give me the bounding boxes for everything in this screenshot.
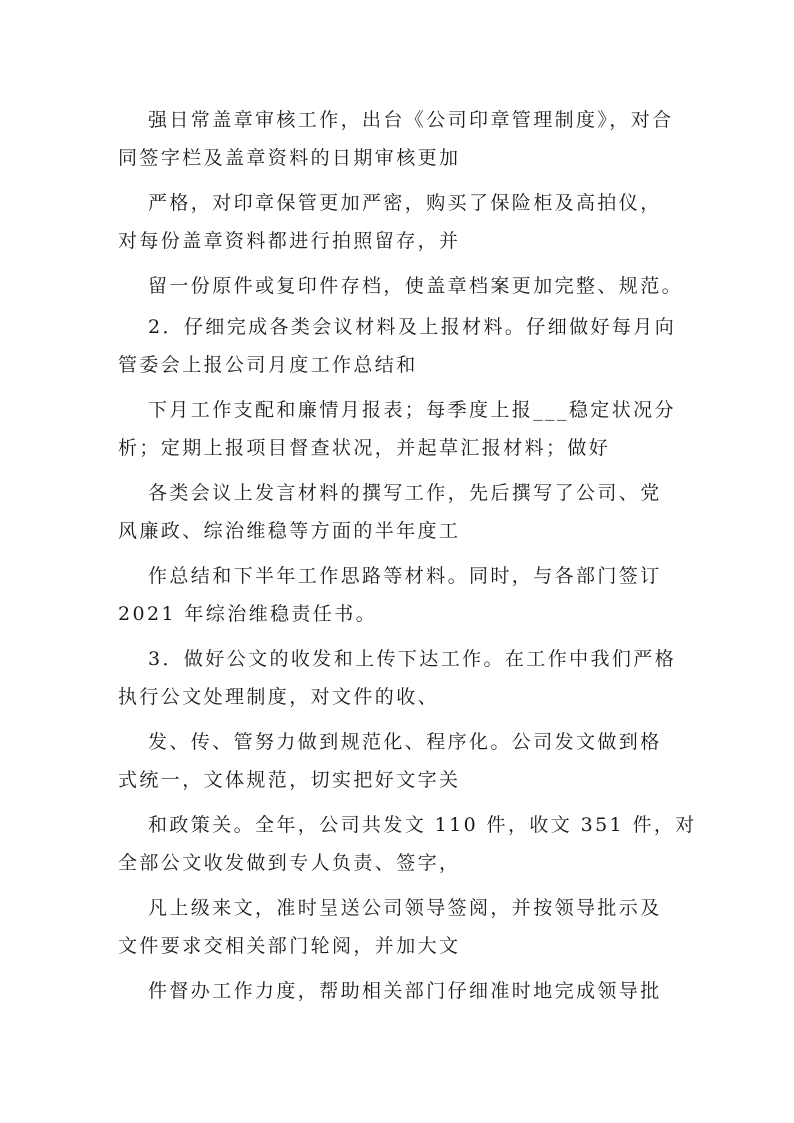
text-line: 同签字栏及盖章资料的日期审核更加 xyxy=(118,147,461,169)
text-line: 2021 年综治维稳责任书。 xyxy=(118,603,377,625)
text-line: 严格，对印章保管更加严密，购买了保险柜及高拍仪， xyxy=(148,192,662,214)
text-line: 对每份盖章资料都进行拍照留存，并 xyxy=(118,230,461,252)
text-line: 下月工作支配和廉情月报表；每季度上报___稳定状况分 xyxy=(148,399,676,421)
text-line: 3．做好公文的收发和上传下达工作。在工作中我们严格 xyxy=(148,648,677,670)
text-line: 各类会议上发言材料的撰写工作，先后撰写了公司、党 xyxy=(148,482,662,504)
text-line: 2．仔细完成各类会议材料及上报材料。仔细做好每月向 xyxy=(148,316,677,338)
text-line: 凡上级来文，准时呈送公司领导签阅，并按领导批示及 xyxy=(148,897,662,919)
text-line: 留一份原件或复印件存档，使盖章档案更加完整、规范。 xyxy=(148,275,684,297)
text-line: 式统一，文体规范，切实把好文字关 xyxy=(118,769,461,791)
text-line: 全部公文收发做到专人负责、签字， xyxy=(118,852,461,874)
text-line: 发、传、管努力做到规范化、程序化。公司发文做到格 xyxy=(148,731,662,753)
text-line: 管委会上报公司月度工作总结和 xyxy=(118,354,418,376)
text-line: 执行公文处理制度，对文件的收、 xyxy=(118,686,440,708)
text-line: 和政策关。全年，公司共发文 110 件，收文 351 件，对 xyxy=(148,814,697,836)
text-line: 文件要求交相关部门轮阅，并加大文 xyxy=(118,935,461,957)
text-line: 析；定期上报项目督查状况，并起草汇报材料；做好 xyxy=(118,437,611,459)
text-line: 件督办工作力度，帮助相关部门仔细准时地完成领导批 xyxy=(148,980,662,1002)
text-line: 作总结和下半年工作思路等材料。同时，与各部门签订 xyxy=(148,565,662,587)
text-line: 风廉政、综治维稳等方面的半年度工 xyxy=(118,520,461,542)
text-line: 强日常盖章审核工作，出台《公司印章管理制度》，对合 xyxy=(148,109,674,131)
